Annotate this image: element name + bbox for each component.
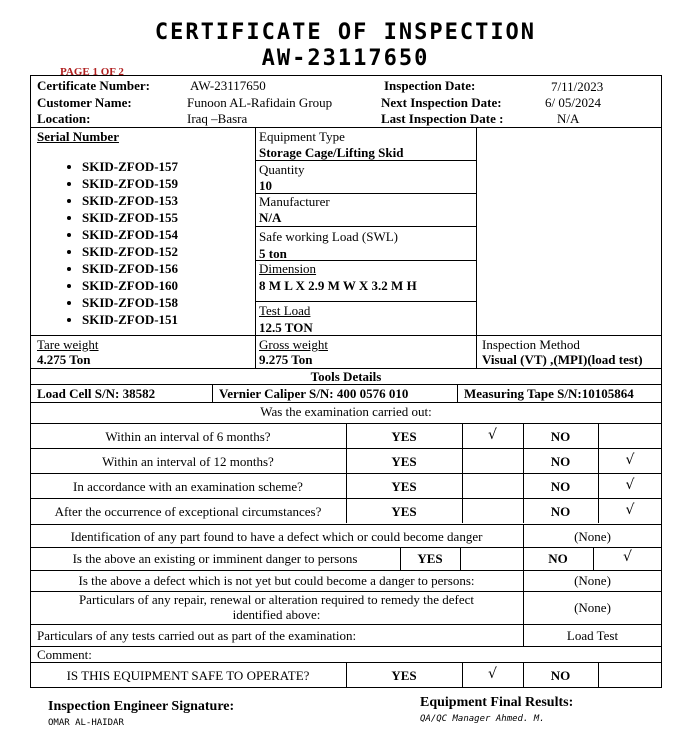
exam-row-yes-checkmark-icon: √: [488, 427, 497, 443]
exam-row-yes-label: YES: [391, 504, 417, 519]
danger-no-label: NO: [548, 551, 568, 566]
equipment-type-label: Equipment Type: [259, 129, 345, 144]
dimension-value: 8 M L X 2.9 M W X 3.2 M H: [259, 278, 417, 293]
serial-list-item: • SKID-ZFOD-153: [82, 192, 178, 209]
exam-row-question: After the occurrence of exceptional circumstances?: [54, 504, 322, 519]
danger-question: Is the above an existing or imminent danger to persons: [72, 551, 358, 566]
engineer-signature-label: Inspection Engineer Signature:: [48, 699, 235, 714]
serial-number-label: Serial Number: [37, 129, 119, 144]
serial-list: [58, 158, 178, 328]
exam-row-no-checkmark-icon: √: [625, 502, 635, 518]
danger-no-checkmark-icon: √: [623, 549, 632, 565]
exam-row-no-label: NO: [550, 454, 571, 469]
engineer-name: OMAR AL-HAIDAR: [48, 718, 124, 728]
serial-list-item: • SKID-ZFOD-157: [82, 158, 178, 175]
exam-row-question: In accordance with an examination scheme?: [73, 479, 303, 494]
test-load-value: 12.5 TON: [259, 320, 313, 335]
serial-list-item: • SKID-ZFOD-154: [82, 226, 178, 243]
location-label: Location:: [37, 111, 91, 126]
page-indicator: PAGE 1 OF 2: [60, 66, 124, 78]
next-inspection-label: Next Inspection Date:: [381, 95, 502, 110]
repair-question-line1: Particulars of any repair, renewal or alteration required to remedy the defect: [78, 592, 475, 607]
tests-question: Particulars of any tests carried out as part of the examination:: [37, 628, 357, 643]
inspection-method-label: Inspection Method: [482, 337, 580, 352]
inspection-date-label: Inspection Date:: [384, 78, 476, 93]
final-results-label: Equipment Final Results:: [420, 695, 574, 710]
cert-number-value: AW-23117650: [190, 78, 266, 93]
serial-list-item: • SKID-ZFOD-158: [82, 294, 178, 311]
certificate-title: CERTIFICATE OF INSPECTION: [154, 20, 537, 45]
safe-question: IS THIS EQUIPMENT SAFE TO OPERATE?: [66, 668, 310, 683]
exam-row-yes-label: YES: [391, 429, 417, 444]
serial-list-item: • SKID-ZFOD-151: [82, 311, 178, 328]
cert-number-label: Certificate Number:: [37, 78, 150, 93]
safe-yes-label: YES: [391, 668, 417, 683]
manufacturer-label: Manufacturer: [259, 194, 330, 209]
manufacturer-value: N/A: [259, 210, 282, 225]
serial-list-item: • SKID-ZFOD-152: [82, 243, 178, 260]
test-load-label: Test Load: [259, 303, 311, 318]
defect-identification-value: (None): [574, 529, 611, 544]
measuring-tape-serial: Measuring Tape S/N:10105864: [464, 386, 634, 401]
quantity-label: Quantity: [259, 162, 305, 177]
comment-label: Comment:: [37, 647, 92, 662]
last-inspection-value: N/A: [557, 111, 580, 126]
tare-weight-label: Tare weight: [37, 337, 99, 352]
customer-label: Customer Name:: [37, 95, 132, 110]
exam-heading: Was the examination carried out:: [260, 404, 432, 419]
exam-row-question: Within an interval of 12 months?: [102, 454, 274, 469]
location-value: Iraq –Basra: [187, 111, 248, 126]
serial-list-item: • SKID-ZFOD-160: [82, 277, 178, 294]
quantity-value: 10: [259, 178, 272, 193]
exam-row-no-checkmark-icon: √: [625, 452, 635, 468]
exam-row-question: Within an interval of 6 months?: [105, 429, 271, 444]
repair-question-line2: identified above:: [232, 607, 321, 622]
safe-no-label: NO: [550, 668, 571, 683]
future-defect-question: Is the above a defect which is not yet but could become a danger to persons:: [78, 573, 475, 588]
last-inspection-label: Last Inspection Date :: [381, 111, 504, 126]
final-results-signatory: QA/QC Manager Ahmed. M.: [420, 714, 545, 724]
tools-heading: Tools Details: [310, 369, 382, 384]
vernier-caliper-serial: Vernier Caliper S/N: 400 0576 010: [219, 386, 409, 401]
serial-list-item: • SKID-ZFOD-155: [82, 209, 178, 226]
certificate-id-title: AW-23117650: [261, 46, 430, 71]
defect-identification-question: Identification of any part found to have a defect which or could become danger: [70, 529, 483, 544]
swl-label: Safe working Load (SWL): [259, 229, 398, 244]
equipment-type-value: Storage Cage/Lifting Skid: [259, 145, 404, 160]
customer-value: Funoon AL-Rafidain Group: [187, 95, 333, 110]
safe-yes-checkmark-icon: √: [488, 666, 497, 682]
serial-list-item: • SKID-ZFOD-156: [82, 260, 178, 277]
exam-row-no-label: NO: [550, 429, 571, 444]
tests-value: Load Test: [566, 628, 619, 643]
swl-value: 5 ton: [259, 246, 287, 261]
future-defect-value: (None): [574, 573, 611, 588]
gross-weight-value: 9.275 Ton: [259, 352, 313, 367]
exam-row-no-label: NO: [550, 479, 571, 494]
exam-row-no-label: NO: [550, 504, 571, 519]
repair-value: (None): [574, 600, 611, 615]
tare-weight-value: 4.275 Ton: [37, 352, 91, 367]
next-inspection-value: 6/ 05/2024: [545, 95, 601, 110]
dimension-label: Dimension: [259, 261, 317, 276]
load-cell-serial: Load Cell S/N: 38582: [37, 386, 156, 401]
danger-yes-label: YES: [417, 551, 443, 566]
inspection-method-value: Visual (VT) ,(MPI)(load test): [482, 352, 643, 367]
exam-row-yes-label: YES: [391, 454, 417, 469]
inspection-date-value: 7/11/2023: [551, 79, 604, 94]
exam-row-yes-label: YES: [391, 479, 417, 494]
gross-weight-label: Gross weight: [259, 337, 328, 352]
exam-row-no-checkmark-icon: √: [625, 477, 635, 493]
serial-list-item: • SKID-ZFOD-159: [82, 175, 178, 192]
